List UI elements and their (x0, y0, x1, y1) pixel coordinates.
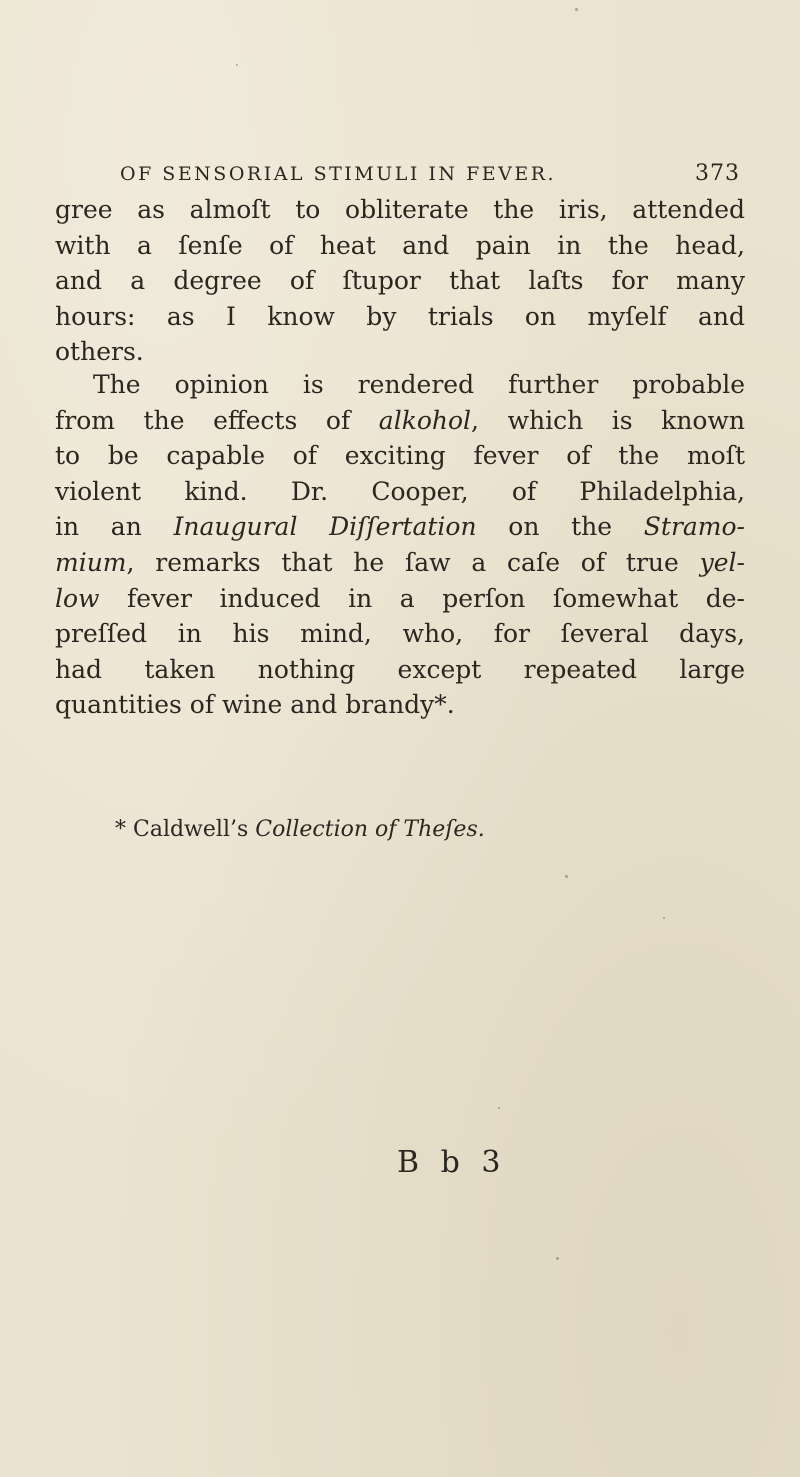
italic-term-alkohol: alkohol (378, 405, 472, 435)
text-line: with a ſenſe of heat and pain in the head, (55, 230, 745, 260)
text-line (55, 581, 745, 617)
italic-term-stramonium-end: mium (55, 547, 127, 577)
text-line (55, 509, 745, 545)
text-line (55, 545, 745, 581)
page-number: 373 (695, 161, 740, 186)
text-line: had taken nothing except repeated large (55, 654, 745, 684)
text-run: , remarks that he ſaw a caſe of true (126, 547, 700, 577)
text-line: others. (55, 337, 144, 367)
text-run: from the effects of (55, 405, 379, 435)
footnote (115, 817, 485, 842)
text-line: to be capable of exciting fever of the moſt (55, 441, 745, 471)
text-run: , which is known (471, 405, 745, 435)
text-line: gree as almoſt to obliterate the iris, attended (55, 195, 745, 224)
footnote-italic-title: Collection of Theſes. (255, 817, 485, 842)
text-line: violent kind. Dr. Cooper, of Philadelphia, (55, 476, 745, 506)
italic-term-stramonium: Stramo- (643, 512, 745, 542)
paragraph-continued (55, 192, 745, 370)
text-run: fever induced in a perſon ſomewhat de- (99, 583, 745, 613)
text-run: on the (476, 512, 644, 542)
italic-term-yellow-end: low (55, 583, 100, 613)
text-line: quantities of wine and brandy*. (55, 690, 455, 720)
text-line (55, 403, 745, 439)
italic-title-dissertation: Inaugural Diſſertation (173, 512, 477, 542)
text-line: and a degree of ſtupor that laſts for many (55, 266, 745, 296)
running-header (120, 163, 740, 193)
text-run: in an (55, 512, 174, 542)
paragraph-opinion (55, 367, 745, 723)
text-line: The opinion is rendered further probable (93, 370, 745, 399)
footnote-marker-text: * Caldwell’s (115, 817, 256, 842)
text-line: hours: as I know by trials on myſelf and (55, 301, 745, 331)
running-title: OF SENSORIAL STIMULI IN FEVER. (120, 163, 557, 185)
signature-mark: B b 3 (397, 1145, 507, 1180)
text-line: preſſed in his mind, who, for ſeveral days, (55, 619, 745, 649)
italic-term-yellow: yel- (699, 547, 745, 577)
